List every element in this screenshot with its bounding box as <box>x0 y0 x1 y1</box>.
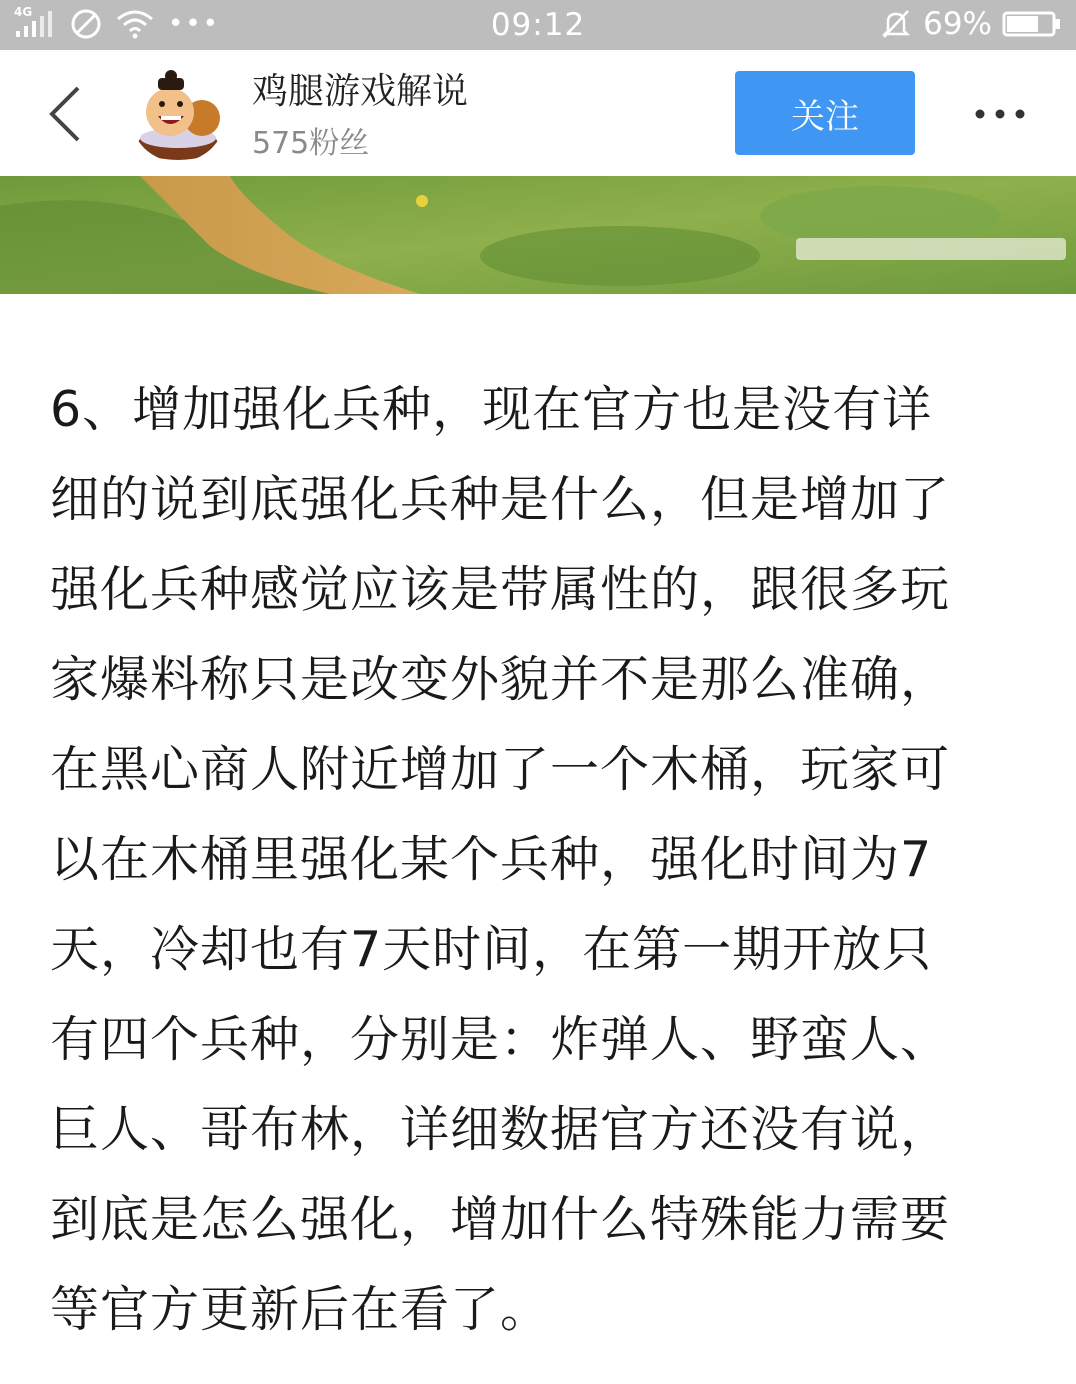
fans-count: 575粉丝 <box>252 126 370 161</box>
author-header <box>0 50 1076 176</box>
chevron-left-icon[interactable] <box>44 82 88 146</box>
article-body: 6、增加强化兵种，现在官方也是没有详 细的说到底强化兵种是什么，但是增加了 强化兵种感觉应该是带属性的，跟很多玩 家爆料称只是改变外貌并不是那么准确， 在黑心商人附近增加了一个木桶，玩家可 以在木桶里强化某个兵种，强化时间为7 天，冷却也有7天时间，在第一期开放只 有四个兵种，分别是：炸弹人、野蛮人、 巨人、哥布林，详细数据官方还没有说， 到底是怎么强化，增加什么特殊能力需要 等官方更新后在看了。 <box>50 381 951 1338</box>
status-bar <box>0 0 1076 50</box>
more-notifications-icon: ••• <box>168 9 221 39</box>
network-type: 4G <box>14 5 33 19</box>
avatar[interactable] <box>130 66 226 162</box>
author-name[interactable]: 鸡腿游戏解说 <box>252 71 469 112</box>
status-time: 09:12 <box>490 7 586 43</box>
follow-button[interactable]: 关注 <box>735 71 915 155</box>
article-image <box>0 176 1076 294</box>
bell-muted-icon <box>879 7 913 41</box>
status-right <box>879 6 1062 42</box>
battery-icon <box>1002 10 1062 38</box>
battery-level: 69% <box>923 6 992 42</box>
more-horizontal-icon[interactable] <box>970 104 1030 124</box>
